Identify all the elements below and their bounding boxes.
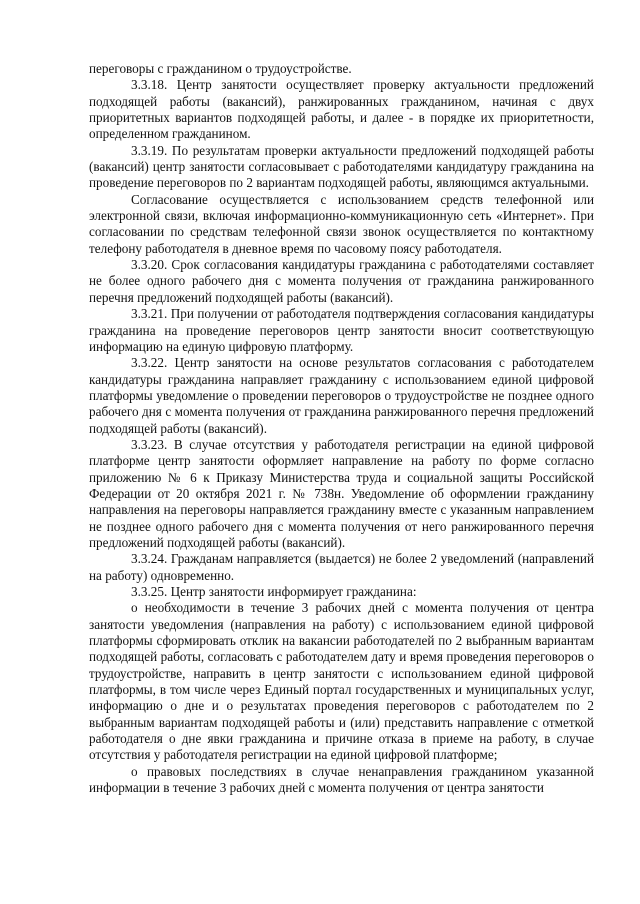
paragraph-inform-necessity: о необходимости в течение 3 рабочих дней с момента получения от центра занятости уведомления (направления на работу) с использованием единой цифровой платформы сформировать отклик на вакансии работодателей по 2 выбранным вариантам подходящей работы, согласовать с работодателем дату и время проведения переговоров о трудоустройстве, направить в центр занятости с использованием единой цифровой платформы, в том числе через Единый портал государственных и муниципальных услуг, информацию о дне и о результатах проведения переговоров с работодателем по 2 выбранным вариантам подходящей работы и (или) представить направление с отметкой работодателя о дне явки гражданина и причине отказа в приеме на работу, в случае отсутствия у работодателя регистрации на единой цифровой платформе;: [89, 600, 594, 763]
paragraph-3-3-18: 3.3.18. Центр занятости осуществляет проверку актуальности предложений подходящей работы (вакансий), ранжированных гражданином, начиная с двух приоритетных вариантов подходящей работы, и далее - в порядке их приоритетности, определенном гражданином.: [89, 77, 594, 142]
paragraph-3-3-25: 3.3.25. Центр занятости информирует гражданина:: [131, 584, 417, 599]
paragraph-3-3-19: 3.3.19. По результатам проверки актуальности предложений подходящей работы (вакансий) центр занятости согласовывает с работодателями кандидатуру гражданина на проведение переговоров по 2 вариантам подходящей работы, являющимся актуальными.: [89, 142, 594, 191]
paragraph-3-3-23: 3.3.23. В случае отсутствия у работодателя регистрации на единой цифровой платформе центр занятости оформляет направление на работу по форме согласно приложению № 6 к Приказу Министерства труда и социальной защиты Российской Федерации от 20 октября 2021 г. № 738н. Уведомление об оформлении гражданину направления на переговоры направляется гражданину вместе с указанным направлением не позднее одного рабочего дня с момента получения от него ранжированного перечня предложений подходящей работы (вакансий).: [89, 436, 594, 550]
paragraph-continuation: переговоры с гражданином о трудоустройстве.: [89, 61, 352, 76]
paragraph-inform-consequences: о правовых последствиях в случае ненаправления гражданином указанной информации в течение 3 рабочих дней с момента получения от центра занятости: [89, 763, 594, 796]
paragraph-3-3-24: 3.3.24. Гражданам направляется (выдается) не более 2 уведомлений (направлений на работу) одновременно.: [89, 551, 594, 583]
paragraph-3-3-22: 3.3.22. Центр занятости на основе результатов согласования с работодателем кандидатуры гражданина направляет гражданину с использованием единой цифровой платформы уведомление о проведении переговоров о трудоустройстве не позднее одного рабочего дня с момента получения от гражданина ранжированного перечня предложений подходящей работы (вакансий).: [89, 355, 594, 436]
paragraph-3-3-20: 3.3.20. Срок согласования кандидатуры гражданина с работодателями составляет не более одного рабочего дня с момента получения от гражданина ранжированного перечня предложений подходящей работы (вакансий).: [89, 257, 594, 305]
paragraph-coordination: Согласование осуществляется с использованием средств телефонной или электронной связи, включая информационно-коммуникационную сеть «Интернет». При согласовании по средствам телефонной связи звонок осуществляется по контактному телефону работодателя в дневное время по часовому поясу работодателя.: [89, 191, 594, 256]
paragraph-3-3-21: 3.3.21. При получении от работодателя подтверждения согласования кандидатуры гражданина на проведение переговоров центр занятости вносит соответствующую информацию на единую цифровую платформу.: [89, 306, 594, 354]
